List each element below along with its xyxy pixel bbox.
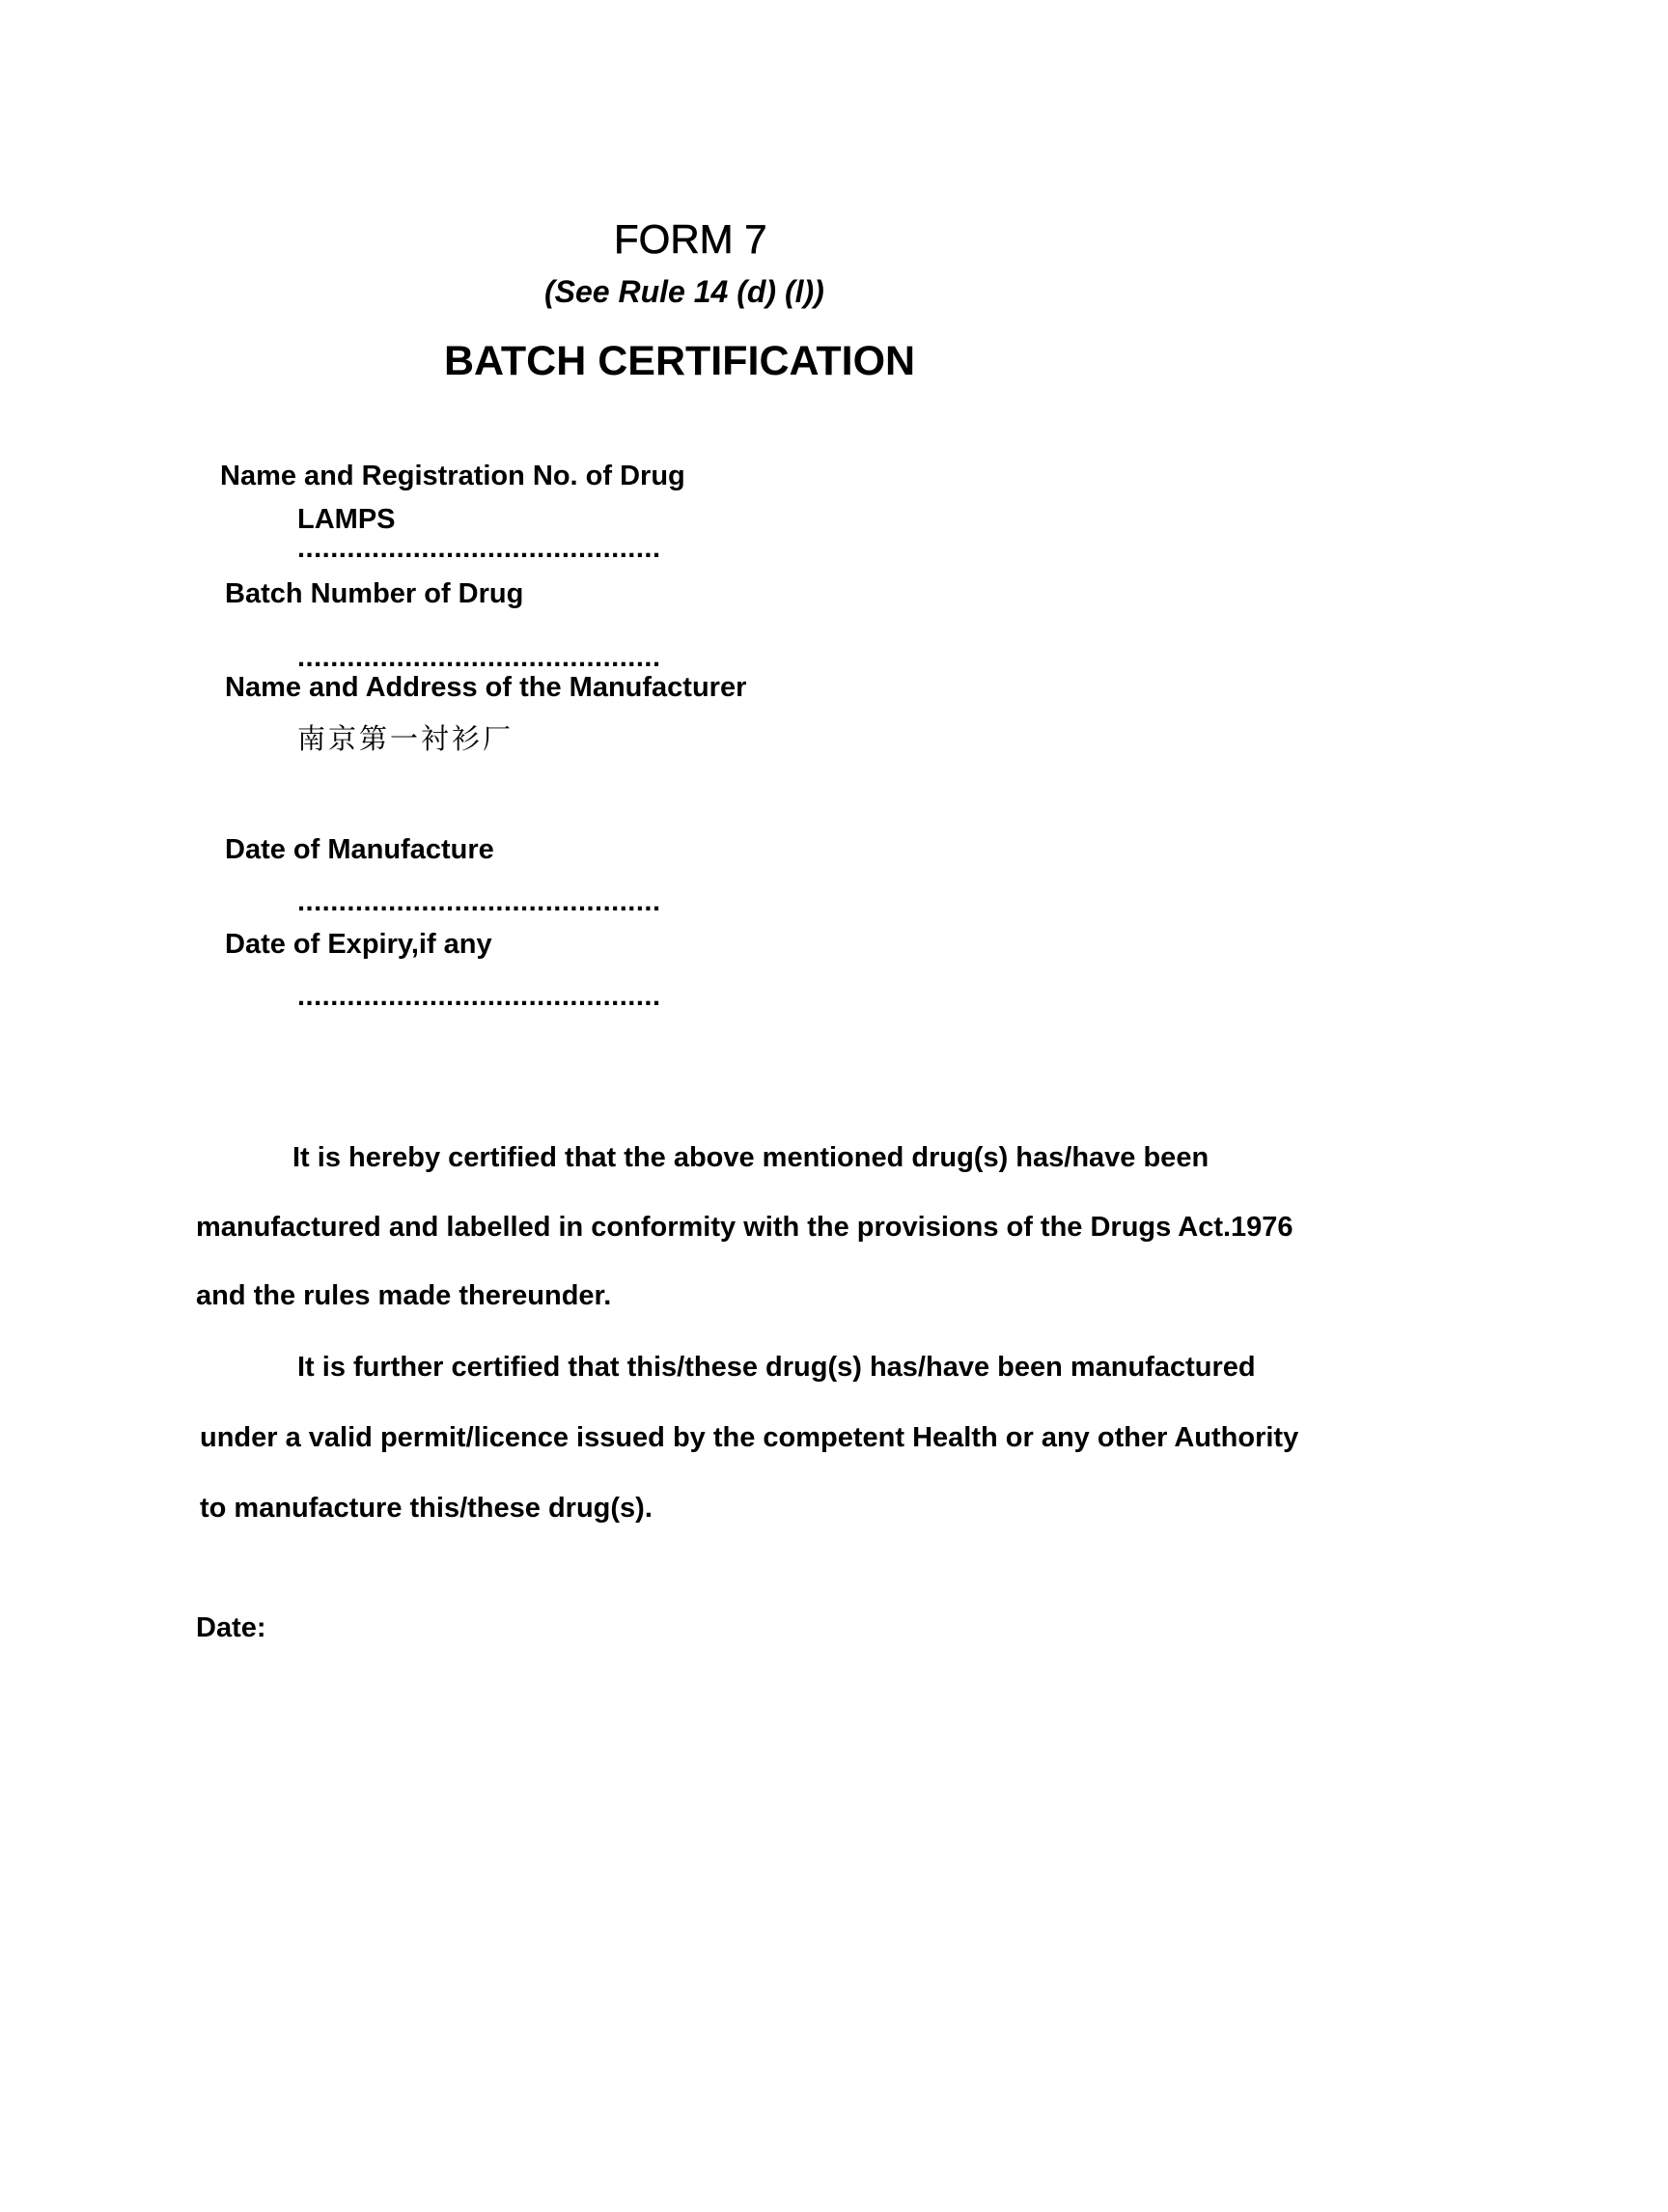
expiry-date-dots: ............................................: [297, 981, 661, 1012]
drug-name-value: LAMPS: [297, 504, 396, 535]
certification-para1-line3: and the rules made thereunder.: [196, 1280, 612, 1311]
rule-reference: (See Rule 14 (d) (l)): [544, 274, 824, 309]
document-title: BATCH CERTIFICATION: [444, 338, 916, 384]
certification-para1-line1: It is hereby certified that the above mentioned drug(s) has/have been: [292, 1142, 1209, 1173]
certification-para2-line3: to manufacture this/these drug(s).: [200, 1493, 653, 1524]
drug-name-label: Name and Registration No. of Drug: [220, 461, 685, 491]
form-number: FORM 7: [614, 216, 767, 262]
certification-para1-line2: manufactured and labelled in conformity with the provisions of the Drugs Act.1976: [196, 1212, 1293, 1243]
expiry-date-label: Date of Expiry,if any: [225, 929, 492, 960]
drug-name-dots: ............................................: [297, 533, 661, 564]
batch-number-label: Batch Number of Drug: [225, 578, 524, 609]
batch-number-dots: ............................................: [297, 642, 661, 673]
certification-para2-line1: It is further certified that this/these drug(s) has/have been manufactured: [297, 1352, 1256, 1383]
manufacturer-label: Name and Address of the Manufacturer: [225, 672, 747, 703]
date-label: Date:: [196, 1612, 266, 1643]
manufacture-date-dots: ............................................: [297, 886, 661, 917]
manufacturer-value: 南京第一衬衫厂: [297, 722, 514, 755]
certification-para2-line2: under a valid permit/licence issued by the competent Health or any other Authority: [200, 1422, 1299, 1453]
manufacture-date-label: Date of Manufacture: [225, 834, 494, 865]
